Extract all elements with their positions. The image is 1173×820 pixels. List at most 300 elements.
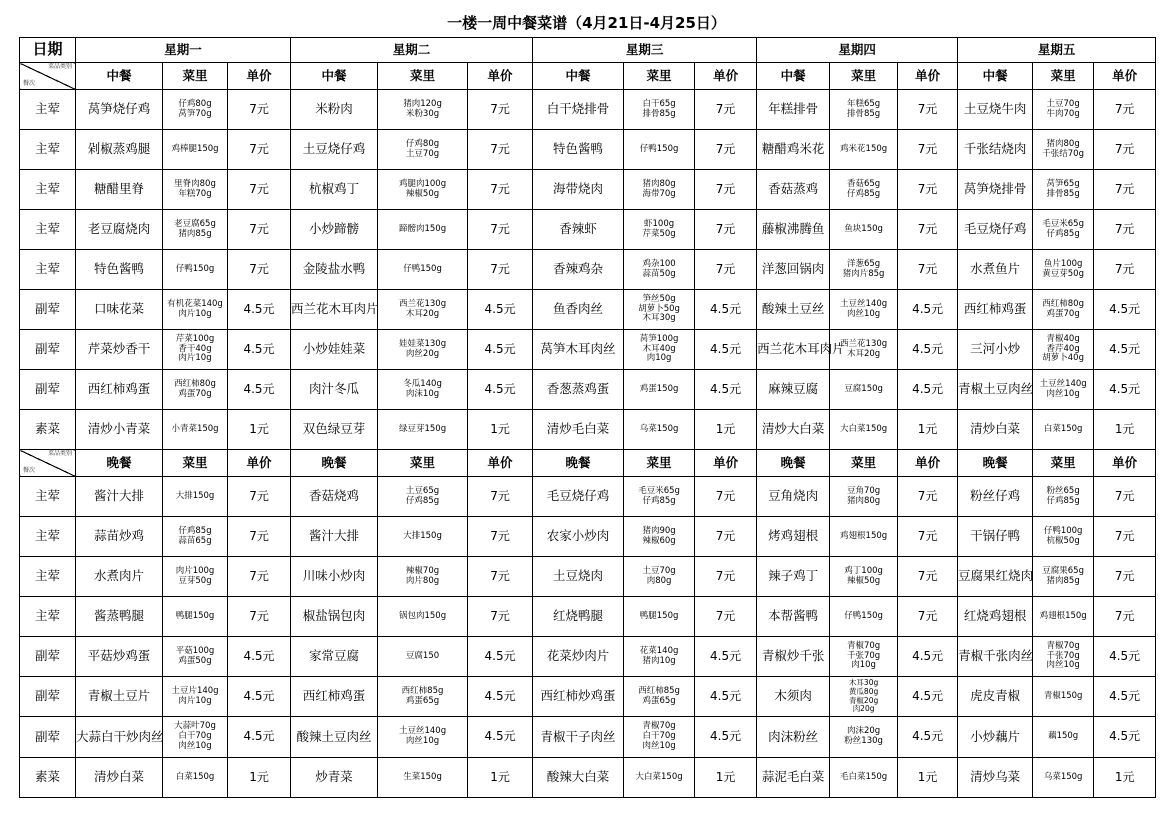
dish-name: 花菜炒肉片 <box>533 637 624 677</box>
ingredient-line: 鸡翅根150g <box>840 530 888 541</box>
price: 7元 <box>228 557 291 597</box>
price: 7元 <box>898 597 958 637</box>
lunch-column-header: 中餐 <box>76 63 163 90</box>
price: 1元 <box>695 758 757 798</box>
corner-category-label: 菜品类别 <box>47 63 72 70</box>
dish-name: 鱼香肉丝 <box>533 290 624 330</box>
ingredient-line: 年糕65g <box>846 98 881 109</box>
category-cell: 副荤 <box>20 677 76 717</box>
ingredients <box>163 557 228 597</box>
dish-name: 藤椒沸腾鱼 <box>757 210 830 250</box>
ingredient-line: 香菇65g <box>846 178 881 189</box>
ingredient-line: 肉丝10g <box>178 740 212 751</box>
dish-name: 特色酱鸭 <box>533 130 624 170</box>
dinner-column-header: 菜里 <box>378 450 468 477</box>
ingredient-line: 木耳20g <box>846 348 881 359</box>
dish-name: 年糕排骨 <box>757 90 830 130</box>
ingredient-line: 千张70g <box>846 650 881 661</box>
ingredient-line: 青椒150g <box>1043 690 1083 701</box>
ingredients <box>830 250 898 290</box>
ingredients <box>1033 170 1094 210</box>
ingredients <box>624 130 695 170</box>
corner-meal-label: 餐次 <box>23 80 36 88</box>
ingredient-line: 仔鸡80g <box>405 138 440 149</box>
price: 4.5元 <box>228 290 291 330</box>
ingredient-line: 仔鸡85g <box>1046 495 1080 506</box>
ingredient-line: 鸡蛋65g <box>642 695 676 706</box>
ingredients <box>1033 130 1094 170</box>
dinner-column-header: 单价 <box>898 450 958 477</box>
ingredient-line: 仔鸡85g <box>178 525 212 536</box>
ingredient-line: 白菜150g <box>1043 423 1083 434</box>
ingredients <box>624 557 695 597</box>
category-cell: 主荤 <box>20 170 76 210</box>
ingredient-line: 肉10g <box>646 353 672 364</box>
ingredients <box>624 758 695 798</box>
price: 7元 <box>228 90 291 130</box>
lunch-header-row <box>20 63 1156 90</box>
dinner-column-header: 晚餐 <box>958 450 1033 477</box>
price: 4.5元 <box>468 370 533 410</box>
dinner-header-row <box>20 450 1156 477</box>
dish-name: 酱汁大排 <box>291 517 378 557</box>
ingredient-line: 鸡蛋70g <box>1046 308 1080 319</box>
ingredients <box>1033 90 1094 130</box>
dinner-column-header: 单价 <box>695 450 757 477</box>
dish-name: 香菇蒸鸡 <box>757 170 830 210</box>
ingredient-line: 洋葱65g <box>846 258 881 269</box>
ingredient-line: 鸡棒腿150g <box>171 143 219 154</box>
dish-name: 西兰花木耳肉片 <box>291 290 378 330</box>
ingredient-line: 青椒70g <box>846 640 881 651</box>
ingredients <box>378 637 468 677</box>
dinner-column-header: 菜里 <box>1033 450 1094 477</box>
price: 4.5元 <box>468 717 533 758</box>
ingredient-line: 乌菜150g <box>639 423 679 434</box>
ingredient-line: 杭椒50g <box>1046 535 1080 546</box>
ingredients <box>624 90 695 130</box>
ingredient-line: 仔鸡85g <box>1046 228 1080 239</box>
price: 7元 <box>468 90 533 130</box>
dish-name: 糖醋里脊 <box>76 170 163 210</box>
ingredients <box>378 250 468 290</box>
dish-name: 莴笋烧排骨 <box>958 170 1033 210</box>
dish-name: 特色酱鸭 <box>76 250 163 290</box>
category-cell: 副荤 <box>20 717 76 758</box>
dinner-column-header: 菜里 <box>163 450 228 477</box>
price: 7元 <box>695 130 757 170</box>
ingredient-line: 肉10g <box>851 660 876 671</box>
ingredients <box>1033 557 1094 597</box>
dish-name: 农家小炒肉 <box>533 517 624 557</box>
price: 7元 <box>228 517 291 557</box>
ingredient-line: 米粉30g <box>405 108 440 119</box>
price: 1元 <box>898 758 958 798</box>
ingredients <box>163 290 228 330</box>
ingredient-line: 粉丝65g <box>1046 485 1080 496</box>
ingredients <box>830 370 898 410</box>
dish-name: 干锅仔鸭 <box>958 517 1033 557</box>
category-cell: 素菜 <box>20 758 76 798</box>
dinner-menu-row <box>20 557 1156 597</box>
ingredient-line: 绿豆芽150g <box>398 423 447 434</box>
ingredient-line: 排骨85g <box>846 108 881 119</box>
ingredient-line: 猪肉片85g <box>842 268 885 279</box>
ingredients <box>1033 717 1094 758</box>
dish-name: 西红柿鸡蛋 <box>958 290 1033 330</box>
category-cell: 主荤 <box>20 517 76 557</box>
ingredient-line: 毛豆米65g <box>638 485 680 496</box>
price: 4.5元 <box>1094 677 1156 717</box>
lunch-column-header: 菜里 <box>163 63 228 90</box>
dish-name: 家常豆腐 <box>291 637 378 677</box>
price: 4.5元 <box>228 370 291 410</box>
price: 7元 <box>898 90 958 130</box>
dish-name: 芹菜炒香干 <box>76 330 163 370</box>
ingredient-line: 土豆70g <box>1046 98 1080 109</box>
ingredient-line: 西红柿85g <box>401 685 444 696</box>
ingredient-line: 芹菜50g <box>642 228 676 239</box>
ingredient-line: 猪肉90g <box>642 525 676 536</box>
price: 4.5元 <box>695 370 757 410</box>
lunch-column-header: 中餐 <box>291 63 378 90</box>
ingredient-line: 仔鸡85g <box>405 495 440 506</box>
ingredient-line: 牛肉70g <box>1046 108 1080 119</box>
ingredient-line: 肉丝20g <box>405 348 440 359</box>
price: 7元 <box>1094 557 1156 597</box>
dish-name: 莴笋烧仔鸡 <box>76 90 163 130</box>
category-cell: 主荤 <box>20 210 76 250</box>
ingredients <box>624 717 695 758</box>
dish-name: 毛豆烧仔鸡 <box>533 477 624 517</box>
category-cell: 主荤 <box>20 130 76 170</box>
menu-table <box>19 37 1156 798</box>
ingredient-line: 肉沫20g <box>846 726 881 737</box>
price: 7元 <box>898 557 958 597</box>
ingredients <box>1033 410 1094 450</box>
lunch-menu-row <box>20 170 1156 210</box>
ingredient-line: 青椒40g <box>1046 333 1080 344</box>
ingredient-line: 千张70g <box>1046 650 1080 661</box>
price: 7元 <box>228 210 291 250</box>
dish-name: 糖醋鸡米花 <box>757 130 830 170</box>
category-cell: 副荤 <box>20 370 76 410</box>
category-cell: 主荤 <box>20 477 76 517</box>
ingredients <box>163 758 228 798</box>
dish-name: 西红柿鸡蛋 <box>291 677 378 717</box>
ingredients <box>624 410 695 450</box>
lunch-column-header: 单价 <box>1094 63 1156 90</box>
ingredient-line: 肉20g <box>852 704 875 714</box>
ingredient-line: 仔鸡85g <box>642 495 676 506</box>
lunch-menu-row <box>20 330 1156 370</box>
price: 4.5元 <box>228 637 291 677</box>
ingredients <box>163 210 228 250</box>
ingredient-line: 排骨85g <box>1046 188 1080 199</box>
page-title: 一楼一周中餐菜谱（4月21日-4月25日） <box>447 14 726 32</box>
ingredient-line: 西红柿80g <box>174 378 216 389</box>
dish-name: 本帮酱鸭 <box>757 597 830 637</box>
dish-name: 水煮肉片 <box>76 557 163 597</box>
ingredient-line: 鱼块150g <box>844 223 883 234</box>
ingredients <box>378 517 468 557</box>
ingredients <box>830 170 898 210</box>
ingredient-line: 莴笋100g <box>639 333 679 344</box>
dinner-column-header: 晚餐 <box>533 450 624 477</box>
dish-name: 青椒炒千张 <box>757 637 830 677</box>
dish-name: 小炒娃娃菜 <box>291 330 378 370</box>
ingredient-line: 豆腐150 <box>405 650 440 661</box>
dinner-column-header: 单价 <box>1094 450 1156 477</box>
ingredient-line: 肉片10g <box>178 308 212 319</box>
ingredient-line: 青椒20g <box>848 695 879 705</box>
ingredient-line: 黄瓜80g <box>848 686 879 696</box>
ingredients <box>378 410 468 450</box>
ingredient-line: 猪肉80g <box>1046 138 1080 149</box>
dish-name: 土豆烧肉 <box>533 557 624 597</box>
lunch-column-header: 菜里 <box>830 63 898 90</box>
lunch-menu-row <box>20 90 1156 130</box>
dinner-menu-row <box>20 758 1156 798</box>
ingredients <box>163 330 228 370</box>
lunch-column-header: 中餐 <box>958 63 1033 90</box>
price: 7元 <box>468 210 533 250</box>
ingredient-line: 辣椒50g <box>846 575 881 586</box>
day-header: 星期四 <box>757 38 958 63</box>
dish-name: 杭椒鸡丁 <box>291 170 378 210</box>
dish-name: 香葱蒸鸡蛋 <box>533 370 624 410</box>
price: 1元 <box>898 410 958 450</box>
ingredient-line: 鸡蛋70g <box>178 388 212 399</box>
dish-name: 土豆烧牛肉 <box>958 90 1033 130</box>
ingredient-line: 鸡腿肉100g <box>398 178 447 189</box>
category-cell: 副荤 <box>20 290 76 330</box>
corner-cell <box>20 63 76 90</box>
ingredients <box>624 677 695 717</box>
dish-name: 西红柿鸡蛋 <box>76 370 163 410</box>
ingredients <box>163 90 228 130</box>
ingredients <box>163 517 228 557</box>
price: 4.5元 <box>1094 717 1156 758</box>
ingredient-line: 莴笋65g <box>1046 178 1080 189</box>
ingredient-line: 鸡蛋65g <box>405 695 440 706</box>
dish-name: 烤鸡翅根 <box>757 517 830 557</box>
dish-name: 米粉肉 <box>291 90 378 130</box>
ingredients <box>830 410 898 450</box>
dinner-menu-row <box>20 517 1156 557</box>
ingredient-line: 千张结70g <box>1042 148 1084 159</box>
ingredients <box>1033 250 1094 290</box>
dinner-column-header: 单价 <box>468 450 533 477</box>
ingredient-line: 土豆丝140g <box>840 298 888 309</box>
ingredient-line: 肉沫10g <box>405 388 440 399</box>
dish-name: 豆腐果红烧肉 <box>958 557 1033 597</box>
price: 4.5元 <box>228 330 291 370</box>
price: 7元 <box>468 170 533 210</box>
ingredients <box>378 477 468 517</box>
dinner-menu-row <box>20 717 1156 758</box>
ingredient-line: 土豆丝140g <box>398 726 447 737</box>
price: 7元 <box>468 597 533 637</box>
ingredient-line: 毛豆米65g <box>1042 218 1084 229</box>
dish-name: 川味小炒肉 <box>291 557 378 597</box>
price: 7元 <box>695 250 757 290</box>
dish-name: 毛豆烧仔鸡 <box>958 210 1033 250</box>
ingredients <box>624 290 695 330</box>
dish-name: 蒜苗炒鸡 <box>76 517 163 557</box>
dinner-column-header: 晚餐 <box>757 450 830 477</box>
price: 1元 <box>468 410 533 450</box>
category-cell: 主荤 <box>20 597 76 637</box>
ingredient-line: 排骨85g <box>642 108 676 119</box>
ingredient-line: 生菜150g <box>403 771 442 782</box>
dish-name: 青椒千张肉丝 <box>958 637 1033 677</box>
price: 7元 <box>468 477 533 517</box>
category-cell: 副荤 <box>20 330 76 370</box>
ingredients <box>624 517 695 557</box>
price: 1元 <box>1094 758 1156 798</box>
dish-name: 双色绿豆芽 <box>291 410 378 450</box>
ingredient-line: 土豆65g <box>405 485 440 496</box>
ingredients <box>830 90 898 130</box>
dish-name: 金陵盐水鸭 <box>291 250 378 290</box>
price: 1元 <box>228 410 291 450</box>
ingredient-line: 豆芽50g <box>178 575 212 586</box>
ingredient-line: 鸡丁100g <box>844 565 883 576</box>
ingredient-line: 平菇100g <box>175 645 215 656</box>
ingredient-line: 乌菜150g <box>1043 771 1083 782</box>
price: 4.5元 <box>695 330 757 370</box>
price: 7元 <box>695 170 757 210</box>
ingredient-line: 鱼片100g <box>1043 258 1083 269</box>
ingredients <box>378 677 468 717</box>
ingredient-line: 年糕70g <box>178 188 212 199</box>
dish-name: 西兰花木耳肉片 <box>757 330 830 370</box>
ingredient-line: 里脊肉80g <box>174 178 216 189</box>
dish-name: 青椒土豆片 <box>76 677 163 717</box>
ingredient-line: 有机花菜140g <box>167 298 223 309</box>
price: 7元 <box>228 597 291 637</box>
dish-name: 清炒小青菜 <box>76 410 163 450</box>
ingredients <box>163 637 228 677</box>
ingredient-line: 肉丝10g <box>642 740 676 751</box>
ingredients <box>830 477 898 517</box>
ingredient-line: 肉丝10g <box>405 736 440 746</box>
ingredients <box>378 210 468 250</box>
ingredient-line: 蒜苗65g <box>178 535 212 546</box>
ingredients <box>830 130 898 170</box>
ingredients <box>624 637 695 677</box>
ingredient-line: 大蒜叶70g <box>174 721 216 732</box>
ingredient-line: 粉丝130g <box>844 736 883 746</box>
dish-name: 白干烧排骨 <box>533 90 624 130</box>
dinner-menu-row <box>20 477 1156 517</box>
ingredient-line: 白干65g <box>642 98 676 109</box>
ingredients <box>1033 597 1094 637</box>
dinner-column-header: 菜里 <box>830 450 898 477</box>
dish-name: 青椒土豆肉丝 <box>958 370 1033 410</box>
dinner-column-header: 菜里 <box>624 450 695 477</box>
price: 4.5元 <box>898 677 958 717</box>
dish-name: 粉丝仔鸡 <box>958 477 1033 517</box>
ingredients <box>830 597 898 637</box>
date-label: 日期 <box>20 38 76 63</box>
lunch-column-header: 单价 <box>228 63 291 90</box>
ingredients <box>1033 517 1094 557</box>
ingredients <box>163 370 228 410</box>
day-header: 星期三 <box>533 38 757 63</box>
ingredients <box>1033 210 1094 250</box>
dish-name: 辣子鸡丁 <box>757 557 830 597</box>
ingredient-line: 肉片100g <box>175 565 215 576</box>
category-cell: 副荤 <box>20 637 76 677</box>
price: 4.5元 <box>898 370 958 410</box>
dinner-column-header: 晚餐 <box>76 450 163 477</box>
dinner-menu-row <box>20 677 1156 717</box>
price: 7元 <box>1094 597 1156 637</box>
ingredient-line: 大排150g <box>175 490 215 501</box>
ingredients <box>830 517 898 557</box>
lunch-column-header: 中餐 <box>757 63 830 90</box>
day-header: 星期一 <box>76 38 291 63</box>
dish-name: 清炒白菜 <box>958 410 1033 450</box>
price: 4.5元 <box>468 637 533 677</box>
ingredient-line: 土豆片140g <box>171 685 219 696</box>
price: 7元 <box>228 250 291 290</box>
lunch-column-header: 单价 <box>468 63 533 90</box>
price: 4.5元 <box>1094 330 1156 370</box>
dish-name: 大蒜白干炒肉丝 <box>76 717 163 758</box>
ingredients <box>830 677 898 717</box>
ingredients <box>378 370 468 410</box>
dish-name: 剁椒蒸鸡腿 <box>76 130 163 170</box>
dish-name: 酸辣大白菜 <box>533 758 624 798</box>
dish-name: 酸辣土豆肉丝 <box>291 717 378 758</box>
ingredient-line: 胡萝卜50g <box>638 303 680 314</box>
dish-name: 肉汁冬瓜 <box>291 370 378 410</box>
dish-name: 土豆烧仔鸡 <box>291 130 378 170</box>
dish-name: 三河小炒 <box>958 330 1033 370</box>
ingredients <box>624 210 695 250</box>
ingredient-line: 土豆70g <box>405 148 440 159</box>
price: 4.5元 <box>228 677 291 717</box>
ingredient-line: 大白菜150g <box>840 423 888 434</box>
corner-meal-label: 餐次 <box>23 467 36 475</box>
category-cell: 主荤 <box>20 250 76 290</box>
dish-name: 青椒干子肉丝 <box>533 717 624 758</box>
price: 4.5元 <box>898 637 958 677</box>
dish-name: 清炒乌菜 <box>958 758 1033 798</box>
dish-name: 海带烧肉 <box>533 170 624 210</box>
price: 7元 <box>228 170 291 210</box>
ingredient-line: 黄豆芽50g <box>1042 268 1084 279</box>
corner-category-label: 菜品类别 <box>47 450 72 457</box>
dish-name: 麻辣豆腐 <box>757 370 830 410</box>
ingredients <box>378 597 468 637</box>
ingredient-line: 花菜140g <box>639 645 679 656</box>
price: 4.5元 <box>695 637 757 677</box>
corner-cell <box>20 450 76 477</box>
ingredient-line: 豆腐150g <box>844 383 883 394</box>
price: 7元 <box>898 130 958 170</box>
ingredients <box>378 717 468 758</box>
dinner-menu-row <box>20 637 1156 677</box>
ingredient-line: 芹菜100g <box>175 333 215 344</box>
dish-name: 香菇烧鸡 <box>291 477 378 517</box>
ingredient-line: 海带70g <box>642 188 676 199</box>
price: 7元 <box>1094 477 1156 517</box>
ingredients <box>163 477 228 517</box>
